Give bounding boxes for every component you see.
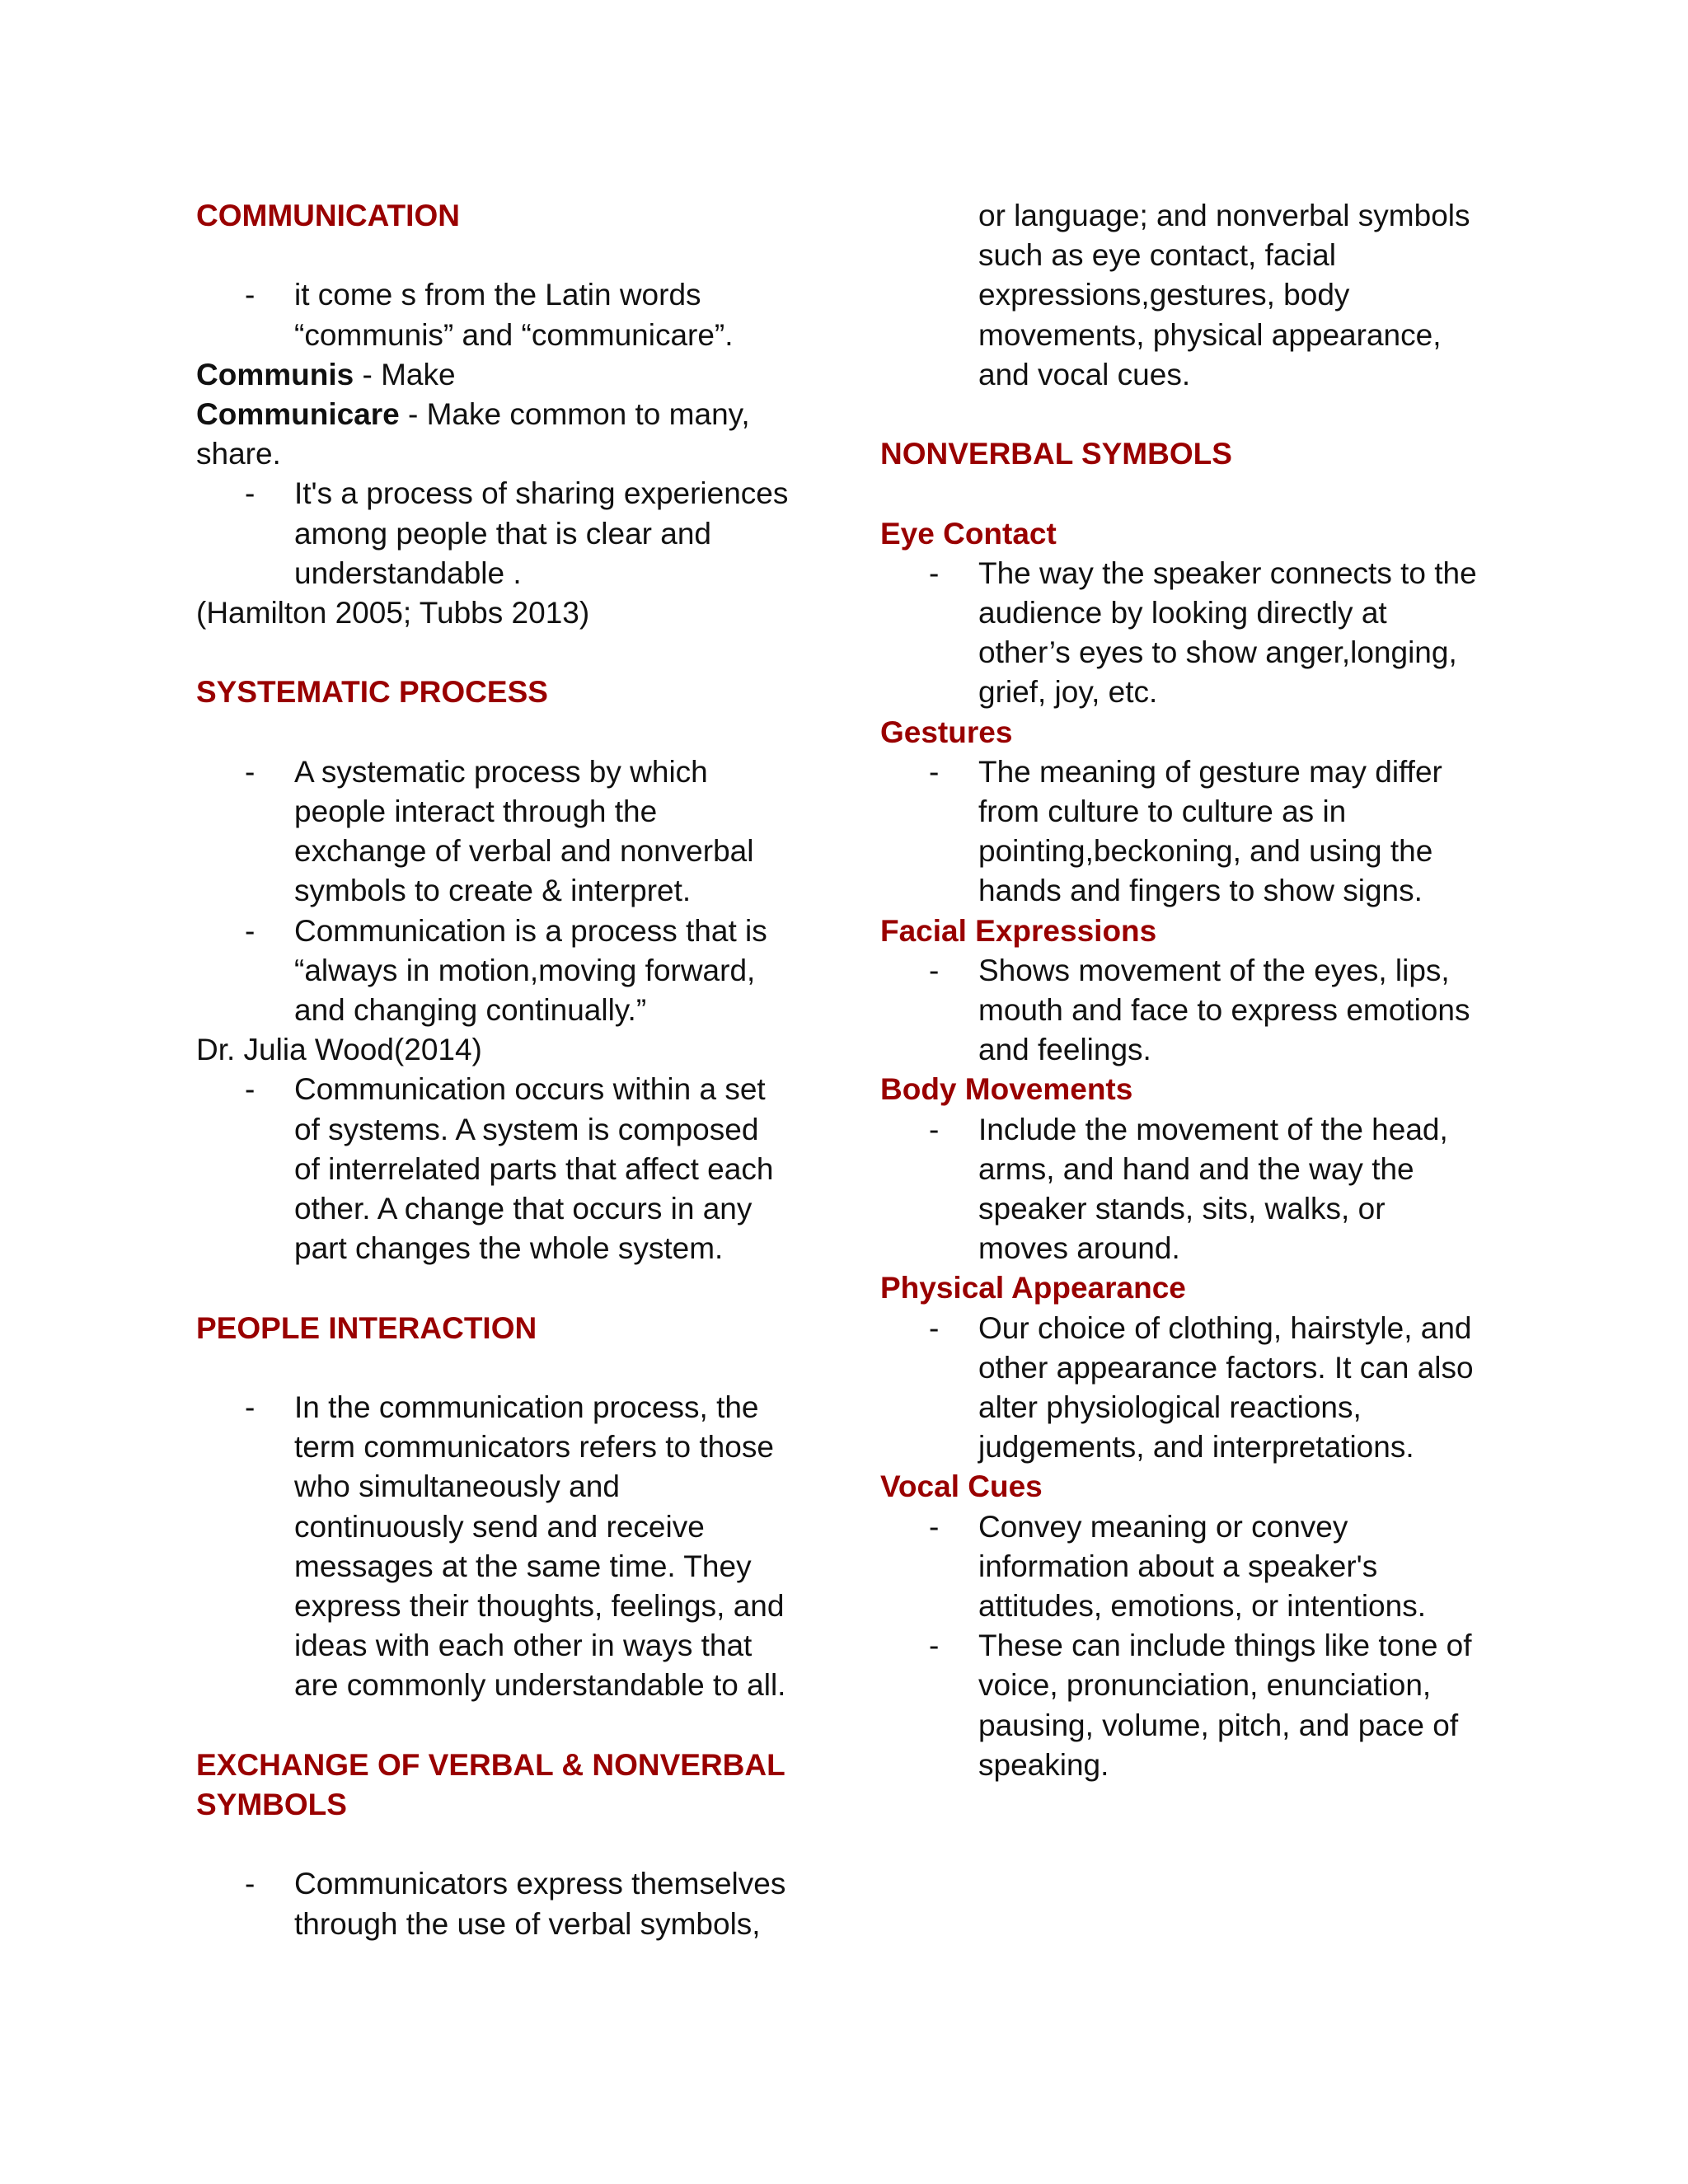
- bullet-line: speaking.: [978, 1747, 1109, 1782]
- bullet-line: express their thoughts, feelings, and: [294, 1589, 785, 1624]
- dash-marker: -: [929, 1629, 940, 1663]
- left-column: [196, 196, 831, 1944]
- bullet-line: pausing, volume, pitch, and pace of: [978, 1708, 1459, 1742]
- bullet-line: Communication occurs within a set: [294, 1072, 766, 1107]
- subheading-facial-expressions: Facial Expressions: [880, 913, 1157, 948]
- subheading-physical-appearance: Physical Appearance: [880, 1271, 1186, 1305]
- term-communis: Communis: [196, 357, 354, 391]
- bullet-line: of systems. A system is composed: [294, 1112, 759, 1146]
- bullet-line: The meaning of gesture may differ: [978, 754, 1442, 789]
- bullet-line: attitudes, emotions, or intentions.: [978, 1589, 1426, 1624]
- dash-marker: -: [929, 1310, 940, 1345]
- dash-marker: -: [245, 1390, 256, 1425]
- spacer: [880, 395, 1507, 434]
- heading-communication: COMMUNICATION: [196, 199, 460, 232]
- bullet-line: moves around.: [978, 1231, 1180, 1266]
- bullet-line: other’s eyes to show anger,longing,: [978, 635, 1457, 670]
- bullet-line: voice, pronunciation, enunciation,: [978, 1668, 1432, 1703]
- bullet-line: grief, joy, etc.: [978, 675, 1158, 710]
- bullet-facial-expressions: [880, 951, 1507, 1071]
- subheading-gestures: Gestures: [880, 715, 1013, 749]
- bullet-vocal-cues-examples: [880, 1626, 1507, 1785]
- bullet-line: it come s from the Latin words: [294, 278, 701, 312]
- definition-communicare: [196, 395, 831, 434]
- bullet-line: other. A change that occurs in any: [294, 1192, 753, 1226]
- bullet-line: Communication is a process that is: [294, 913, 767, 948]
- bullet-sharing-experiences: [196, 474, 831, 593]
- definition-text: - Make common to many,: [399, 397, 750, 431]
- dash-marker: -: [929, 953, 940, 987]
- bullet-body-movements: [880, 1110, 1507, 1269]
- spacer: [196, 236, 831, 275]
- citation-julia-wood: Dr. Julia Wood(2014): [196, 1033, 482, 1067]
- bullet-line: audience by looking directly at: [978, 596, 1387, 630]
- bullet-verbal-symbols: [196, 1864, 831, 1943]
- bullet-line: or language; and nonverbal symbols: [978, 199, 1470, 232]
- bullet-line: ideas with each other in ways that: [294, 1629, 753, 1663]
- bullet-line: messages at the same time. They: [294, 1549, 752, 1583]
- bullet-line: expressions,gestures, body: [978, 278, 1350, 312]
- bullet-line: part changes the whole system.: [294, 1231, 724, 1266]
- definition-text: - Make: [354, 357, 456, 391]
- citation-hamilton: (Hamilton 2005; Tubbs 2013): [196, 596, 590, 630]
- bullet-line: These can include things like tone of: [978, 1629, 1472, 1663]
- bullet-line: through the use of verbal symbols,: [294, 1906, 761, 1941]
- bullet-line: Our choice of clothing, hairstyle, and: [978, 1310, 1472, 1345]
- dash-marker: -: [929, 1509, 940, 1544]
- subheading-eye-contact: Eye Contact: [880, 516, 1057, 551]
- bullet-set-of-systems: [196, 1070, 831, 1268]
- bullet-line: The way the speaker connects to the: [978, 555, 1477, 590]
- bullet-line: and vocal cues.: [978, 357, 1191, 391]
- bullet-latin-origin: [196, 275, 831, 354]
- bullet-line: “communis” and “communicare”.: [294, 317, 734, 352]
- heading-systematic-process: SYSTEMATIC PROCESS: [196, 675, 548, 710]
- bullet-line: Convey meaning or convey: [978, 1509, 1348, 1544]
- bullet-line: “always in motion,moving forward,: [294, 953, 756, 987]
- heading-people-interaction: PEOPLE INTERACTION: [196, 1310, 537, 1345]
- bullet-line: pointing,beckoning, and using the: [978, 834, 1433, 869]
- bullet-line: and changing continually.”: [294, 993, 647, 1028]
- dash-marker: -: [929, 555, 940, 590]
- bullet-line: symbols to create & interpret.: [294, 874, 692, 908]
- bullet-line: understandable .: [294, 555, 522, 590]
- bullet-line: such as eye contact, facial: [978, 238, 1336, 273]
- bullet-line: are commonly understandable to all.: [294, 1668, 786, 1703]
- dash-marker: -: [245, 278, 256, 312]
- bullet-vocal-cues-meaning: [880, 1507, 1507, 1627]
- bullet-physical-appearance: [880, 1309, 1507, 1468]
- bullet-line: other appearance factors. It can also: [978, 1350, 1474, 1385]
- bullet-line: In the communication process, the: [294, 1390, 759, 1425]
- bullet-line: of interrelated parts that affect each: [294, 1151, 774, 1186]
- bullet-line: from culture to culture as in: [978, 794, 1347, 829]
- bullet-line: among people that is clear and: [294, 516, 712, 551]
- definition-communis: [196, 355, 831, 395]
- bullet-line: arms, and hand and the way the: [978, 1151, 1414, 1186]
- subheading-vocal-cues: Vocal Cues: [880, 1469, 1043, 1504]
- spacer: [196, 1825, 831, 1864]
- heading-nonverbal-symbols: NONVERBAL SYMBOLS: [880, 437, 1232, 471]
- bullet-line: term communicators refers to those: [294, 1430, 774, 1465]
- dash-marker: -: [929, 1112, 940, 1146]
- bullet-line: movements, physical appearance,: [978, 317, 1442, 352]
- spacer: [196, 1348, 831, 1388]
- bullet-line: It's a process of sharing experiences: [294, 476, 789, 511]
- bullet-line: judgements, and interpretations.: [978, 1430, 1414, 1465]
- spacer: [196, 1268, 831, 1308]
- dash-marker: -: [245, 476, 256, 511]
- right-column: [880, 196, 1507, 1785]
- dash-marker: -: [245, 913, 256, 948]
- bullet-line: Include the movement of the head,: [978, 1112, 1448, 1146]
- definition-continued: share.: [196, 437, 281, 471]
- continued-bullet-text: [880, 196, 1507, 395]
- bullet-gestures: [880, 752, 1507, 912]
- bullet-line: alter physiological reactions,: [978, 1390, 1362, 1425]
- spacer: [196, 1706, 831, 1746]
- spacer: [880, 474, 1507, 513]
- bullet-communicators: [196, 1388, 831, 1706]
- bullet-line: exchange of verbal and nonverbal: [294, 834, 754, 869]
- spacer: [196, 633, 831, 673]
- bullet-line: mouth and face to express emotions: [978, 993, 1470, 1028]
- subheading-body-movements: Body Movements: [880, 1072, 1133, 1107]
- dash-marker: -: [245, 754, 256, 789]
- dash-marker: -: [245, 1072, 256, 1107]
- bullet-line: people interact through the: [294, 794, 658, 828]
- bullet-systematic-process: [196, 752, 831, 912]
- bullet-line: speaker stands, sits, walks, or: [978, 1192, 1386, 1226]
- bullet-line: and feelings.: [978, 1033, 1151, 1067]
- bullet-line: information about a speaker's: [978, 1549, 1378, 1583]
- dash-marker: -: [245, 1867, 256, 1901]
- heading-exchange-symbols-cont: SYMBOLS: [196, 1788, 347, 1822]
- bullet-line: Shows movement of the eyes, lips,: [978, 953, 1450, 987]
- dash-marker: -: [929, 754, 940, 789]
- bullet-line: who simultaneously and: [294, 1469, 620, 1504]
- bullet-line: hands and fingers to show signs.: [978, 874, 1423, 908]
- heading-exchange-symbols: EXCHANGE OF VERBAL & NONVERBAL: [196, 1747, 785, 1782]
- bullet-line: Communicators express themselves: [294, 1867, 786, 1901]
- bullet-line: A systematic process by which: [294, 754, 708, 789]
- term-communicare: Communicare: [196, 397, 400, 431]
- spacer: [196, 713, 831, 752]
- bullet-line: continuously send and receive: [294, 1509, 705, 1544]
- bullet-eye-contact: [880, 554, 1507, 713]
- bullet-always-in-motion: [196, 912, 831, 1031]
